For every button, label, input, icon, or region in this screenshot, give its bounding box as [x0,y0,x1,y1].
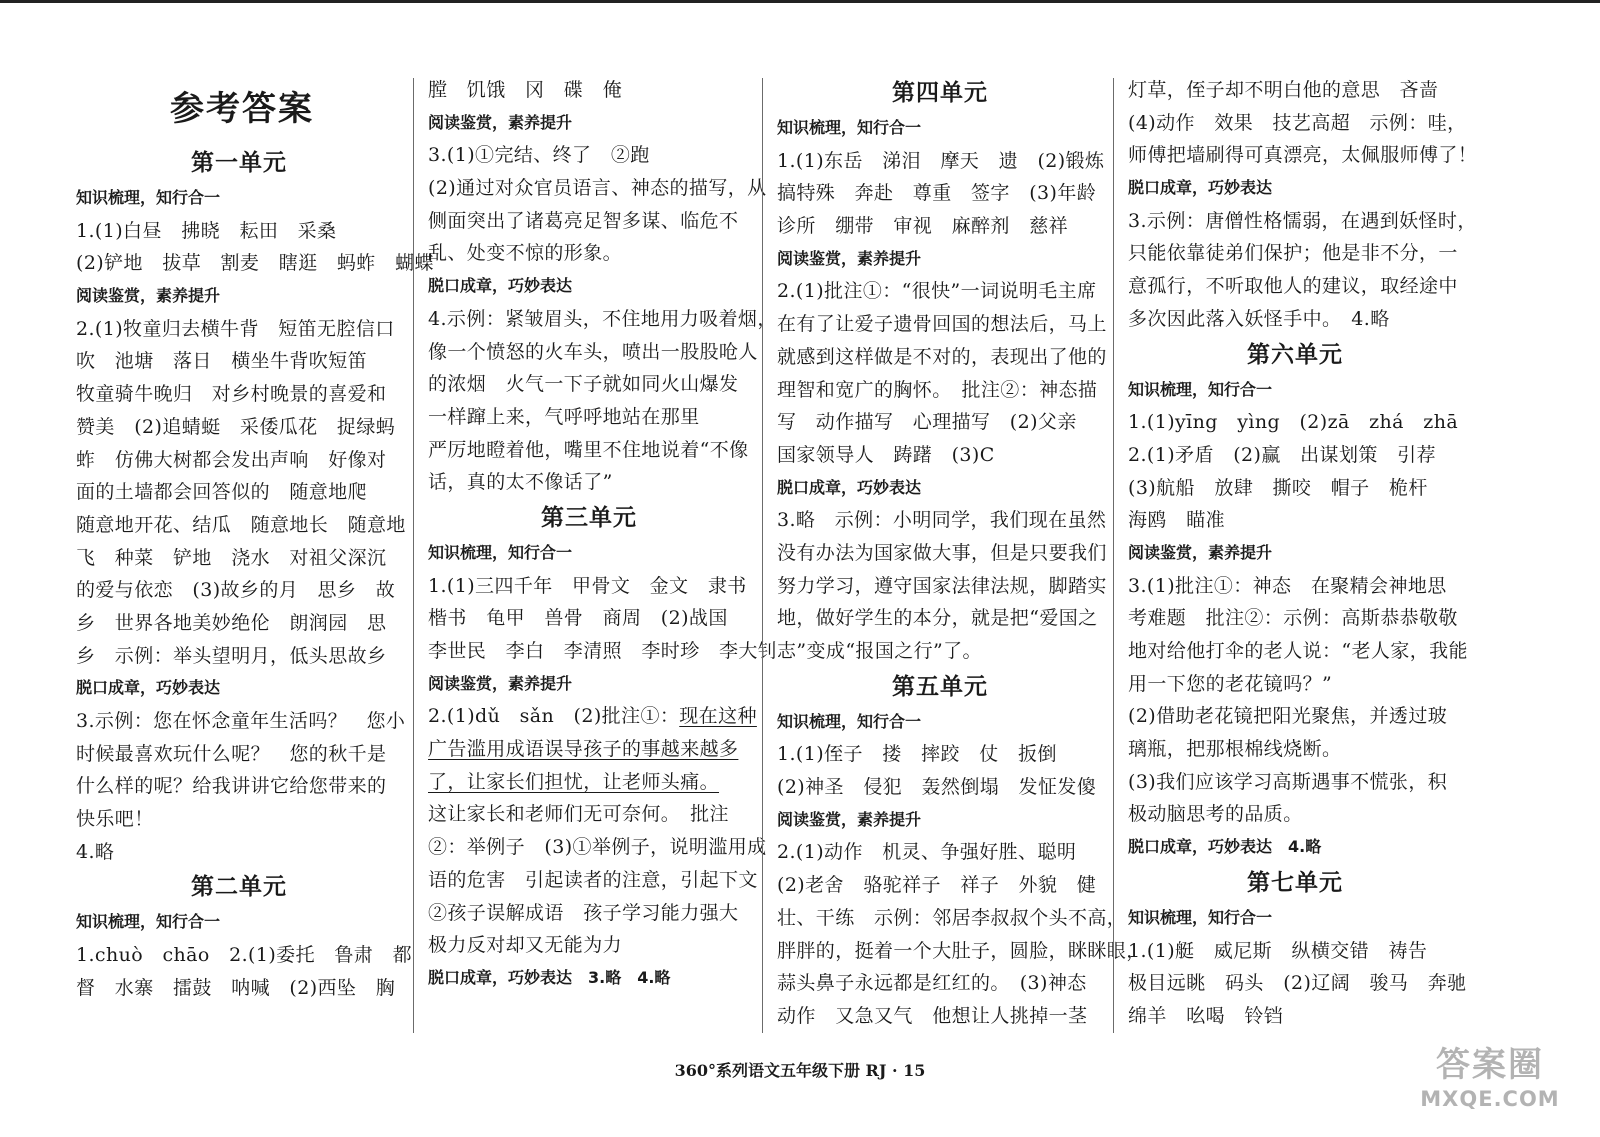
answer-line: 蚱 仿佛大树都会发出声响 好像对 [76,448,387,471]
answer-line: 考难题 批注②：示例：高斯恭恭敬敬 [1128,607,1458,630]
answer-line: 1.(1)东岳 涕泪 摩天 遗 (2)锻炼 [777,149,1105,172]
answer-column-3 [777,74,1146,1033]
answer-line: 3.略 示例：小明同学，我们现在虽然 [777,509,1107,532]
column-divider [1113,78,1114,1033]
underlined-answer-text: 现在这种 [679,705,757,728]
answer-line: 只能依靠徒弟们保护；他是非不分，一 [1128,242,1458,265]
answer-line: 牧童骑牛晚归 对乡村晚景的喜爱和 [76,383,387,406]
unit-heading: 第六单元 [1247,341,1343,368]
answer-line: 理智和宽广的胸怀。 批注②：神态描 [777,378,1098,401]
answer-line: 师傅把墙刷得可真漂亮，太佩服师傅了！ [1128,144,1478,167]
answer-line: 督 水寨 擂鼓 呐喊 (2)西坠 胸 [76,976,396,999]
section-heading: 脱口成章，巧妙表达 [428,276,573,296]
section-heading: 知识梳理，知行合一 [777,118,922,137]
watermark [1392,1044,1588,1132]
answer-line: 用一下您的老花镜吗？” [1128,672,1333,695]
answer-line: (2)老舍 骆驼祥子 祥子 外貌 健 [777,874,1097,897]
section-heading: 知识梳理，知行合一 [76,188,221,207]
answer-line: 没有办法为国家做大事，但是只要我们 [777,541,1107,564]
answer-line: 像一个愤怒的火车头，喷出一股股呛人 [428,340,758,363]
answer-line: 3.(1)①完结、终了 ②跑 [428,144,650,167]
section-heading: 脱口成章，巧妙表达 [1128,178,1273,198]
answer-column-2 [428,74,778,995]
section-heading: 脱口成章，巧妙表达 4.略 [1128,837,1322,857]
answer-line: 4.示例：紧皱眉头，不住地用力吸着烟， [428,307,777,330]
answer-line: 在有了让爱子遗骨回国的想法后，马上 [777,313,1107,336]
answer-line: 1.(1)艇 威尼斯 纵横交错 祷告 [1128,939,1428,962]
answer-line: 一样蹿上来，气呼呼地站在那里 [428,405,700,428]
answer-line: 吹 池塘 落日 横坐牛背吹短笛 [76,350,368,373]
answer-line: (2)通过对众官员语言、神态的描写，从 [428,177,767,200]
unit-heading: 第三单元 [541,504,637,531]
answer-line: (2)借助老花镜把阳光聚焦，并透过玻 [1128,705,1448,728]
answer-line: 4.略 [76,840,115,863]
answer-line: 志”变成“报国之行”了。 [777,640,982,662]
section-heading: 阅读鉴赏，素养提升 [428,112,573,132]
answer-line: 多次因此落入妖怪手中。 4.略 [1128,307,1390,330]
answer-line: 乡 世界各地美妙绝伦 朗润园 思 [76,611,387,634]
answer-line: 赞美 (2)追蜻蜓 采倭瓜花 捉绿蚂 [76,415,396,438]
answer-text: 2.(1)dǔ sǎn (2)批注①： [428,705,680,728]
answer-line: 3.示例：唐僧性格懦弱，在遇到妖怪时， [1128,209,1477,232]
section-heading: 脱口成章，巧妙表达 [76,678,221,698]
underlined-answer-text: 广告滥用成语误导孩子的事越来越多 [428,738,739,761]
answer-line: 动作 又急又气 他想让人挑掉一茎 [777,1004,1088,1027]
answer-line: 快乐吧！ [76,808,154,831]
section-heading: 知识梳理，知行合一 [428,542,573,562]
answer-line: 努力学习，遵守国家法律法规，脚踏实 [777,574,1107,597]
section-heading: 阅读鉴赏，素养提升 [777,248,922,268]
answer-line: 3.(1)批注①：神态 在聚精会神地思 [1128,574,1447,597]
underlined-answer-text: 了，让家长们担忧，让老师头痛。 [428,770,720,793]
answer-line: 极动脑思考的品质。 [1128,803,1303,826]
answer-line: 搞特殊 奔赴 尊重 签字 (3)年龄 [777,182,1097,205]
unit-heading: 第一单元 [191,150,287,176]
answer-line: 语的危害 引起读者的注意，引起下文 [428,868,758,891]
section-heading: 脱口成章，巧妙表达 3.略 4.略 [428,967,671,987]
answer-line: ②：举例子 (3)①举例子，说明滥用成 [428,836,767,859]
answer-line [428,700,757,733]
answer-line: 绵羊 吆喝 铃铛 [1128,1004,1284,1027]
answer-line: 2.(1)批注①：“很快”一词说明毛主席 [777,280,1097,303]
watermark-url: MXQE.COM [1420,1087,1560,1111]
answer-line: 胖胖的，挺着一个大肚子，圆脸，眯眯眼， [777,939,1146,962]
section-heading: 知识梳理，知行合一 [1128,907,1273,927]
answer-line: (3)我们应该学习高斯遇事不慌张，积 [1128,770,1448,793]
answer-line: 时候最喜欢玩什么呢？ 您的秋千是 [76,742,387,765]
answer-column-4 [1128,74,1478,1033]
section-heading: 知识梳理，知行合一 [1128,379,1273,399]
answer-line: 就感到这样做是不对的，表现出了他的 [777,345,1107,368]
answer-line: 壮、干练 示例：邻居李叔叔个头不高， [777,906,1127,929]
answer-line: 灯草，侄子却不明白他的意思 吝啬 [1128,79,1439,101]
answer-line [428,733,750,766]
answer-line: 面的土墙都会回答似的 随意地爬 [76,481,368,504]
answer-line: 极力反对却又无能为力 [428,934,623,957]
answer-line: 1.(1)yīng yìng (2)zā zhá zhā [1128,411,1459,434]
answer-line: 地对给他打伞的老人说：“老人家，我能 [1128,640,1468,662]
section-heading: 脱口成章，巧妙表达 [777,477,922,497]
unit-heading: 第二单元 [191,874,287,901]
answer-line: 这让家长和老师们无可奈何。 批注 [428,803,729,826]
section-heading: 阅读鉴赏，素养提升 [1128,542,1273,562]
page-title: 参考答案 [170,89,314,129]
answer-column-1 [76,74,434,1005]
answer-line: 国家领导人 踌躇 (3)C [777,443,995,466]
answer-line: 什么样的呢？给我讲讲它给您带来的 [76,775,387,798]
answer-line: 1.(1)白昼 拂晓 耘田 采桑 [76,219,337,242]
answer-line: 1.(1)三四千年 甲骨文 金文 隶书 [428,574,747,597]
answer-line: ②孩子误解成语 孩子学习能力强大 [428,901,739,924]
answer-line: 飞 种菜 铲地 浇水 对祖父深沉 [76,546,387,569]
section-heading: 知识梳理，知行合一 [777,711,922,731]
answer-line [428,766,750,799]
unit-heading: 第五单元 [892,673,988,700]
answer-line: 话，真的太不像话了” [428,471,613,494]
answer-line: 地，做好学生的本分，就是把“爱国之 [777,607,1098,630]
answer-line: 侧面突出了诸葛亮足智多谋、临危不 [428,209,739,232]
answer-line: 1.(1)侄子 搂 摔跤 仗 扳倒 [777,743,1057,766]
answer-line: 膛 饥饿 冈 碟 俺 [428,79,623,101]
answer-line: (2)神圣 侵犯 轰然倒塌 发怔发傻 [777,776,1097,799]
answer-line: 2.(1)牧童归去横牛背 短笛无腔信口 [76,317,395,340]
answer-line: (2)铲地 拔草 割麦 瞎逛 蚂蚱 蝴蝶 [76,252,434,275]
answer-line: 意孤行，不听取他人的建议，取经途中 [1128,275,1458,298]
watermark-logo-text: 答案圈 [1436,1045,1544,1085]
answer-line: 写 动作描写 心理描写 (2)父亲 [777,411,1077,434]
answer-line: 乱、处变不惊的形象。 [428,242,623,265]
page-footer: 360°系列语文五年级下册 RJ · 15 [674,1061,926,1080]
answer-line: 蒜头鼻子永远都是红红的。 (3)神态 [777,972,1087,995]
section-heading: 知识梳理，知行合一 [76,912,221,932]
unit-heading: 第四单元 [892,80,988,106]
answer-line: 2.(1)矛盾 (2)赢 出谋划策 引荐 [1128,443,1436,466]
column-divider [762,78,763,1033]
answer-line: (4)动作 效果 技艺高超 示例：哇， [1128,111,1467,134]
answer-line: 海鸥 瞄准 [1128,509,1226,532]
unit-heading: 第七单元 [1247,869,1343,896]
answer-line: 随意地开花、结瓜 随意地长 随意地 [76,513,406,536]
section-heading: 阅读鉴赏，素养提升 [428,673,573,693]
top-border [0,0,1600,3]
column-divider [413,78,414,1033]
answer-line: 2.(1)动作 机灵、争强好胜、聪明 [777,841,1077,864]
section-heading: 阅读鉴赏，素养提升 [76,286,221,306]
answer-line: 乡 示例：举头望明月，低头思故乡 [76,644,387,667]
section-heading: 阅读鉴赏，素养提升 [777,809,922,829]
answer-line: 李世民 李白 李清照 李时珍 李大钊 [428,640,778,662]
answer-line: 严厉地瞪着他，嘴里不住地说着“不像 [428,438,749,461]
answer-line: 诊所 绷带 审视 麻醉剂 慈祥 [777,215,1069,238]
answer-line: (3)航船 放肆 撕咬 帽子 桅杆 [1128,476,1428,499]
answer-line: 3.示例：您在怀念童年生活吗？ 您小 [76,710,406,732]
answer-line: 极目远眺 码头 (2)辽阔 骏马 奔驰 [1128,972,1467,995]
answer-line: 的爱与依恋 (3)故乡的月 思乡 故 [76,579,396,602]
answer-line: 楷书 龟甲 兽骨 商周 (2)战国 [428,607,728,630]
answer-line: 的浓烟 火气一下子就如同火山爆发 [428,373,739,396]
answer-line: 1.chuò chāo 2.(1)委托 鲁肃 都 [76,944,412,967]
answer-line: 璃瓶，把那根棉线烧断。 [1128,738,1342,761]
